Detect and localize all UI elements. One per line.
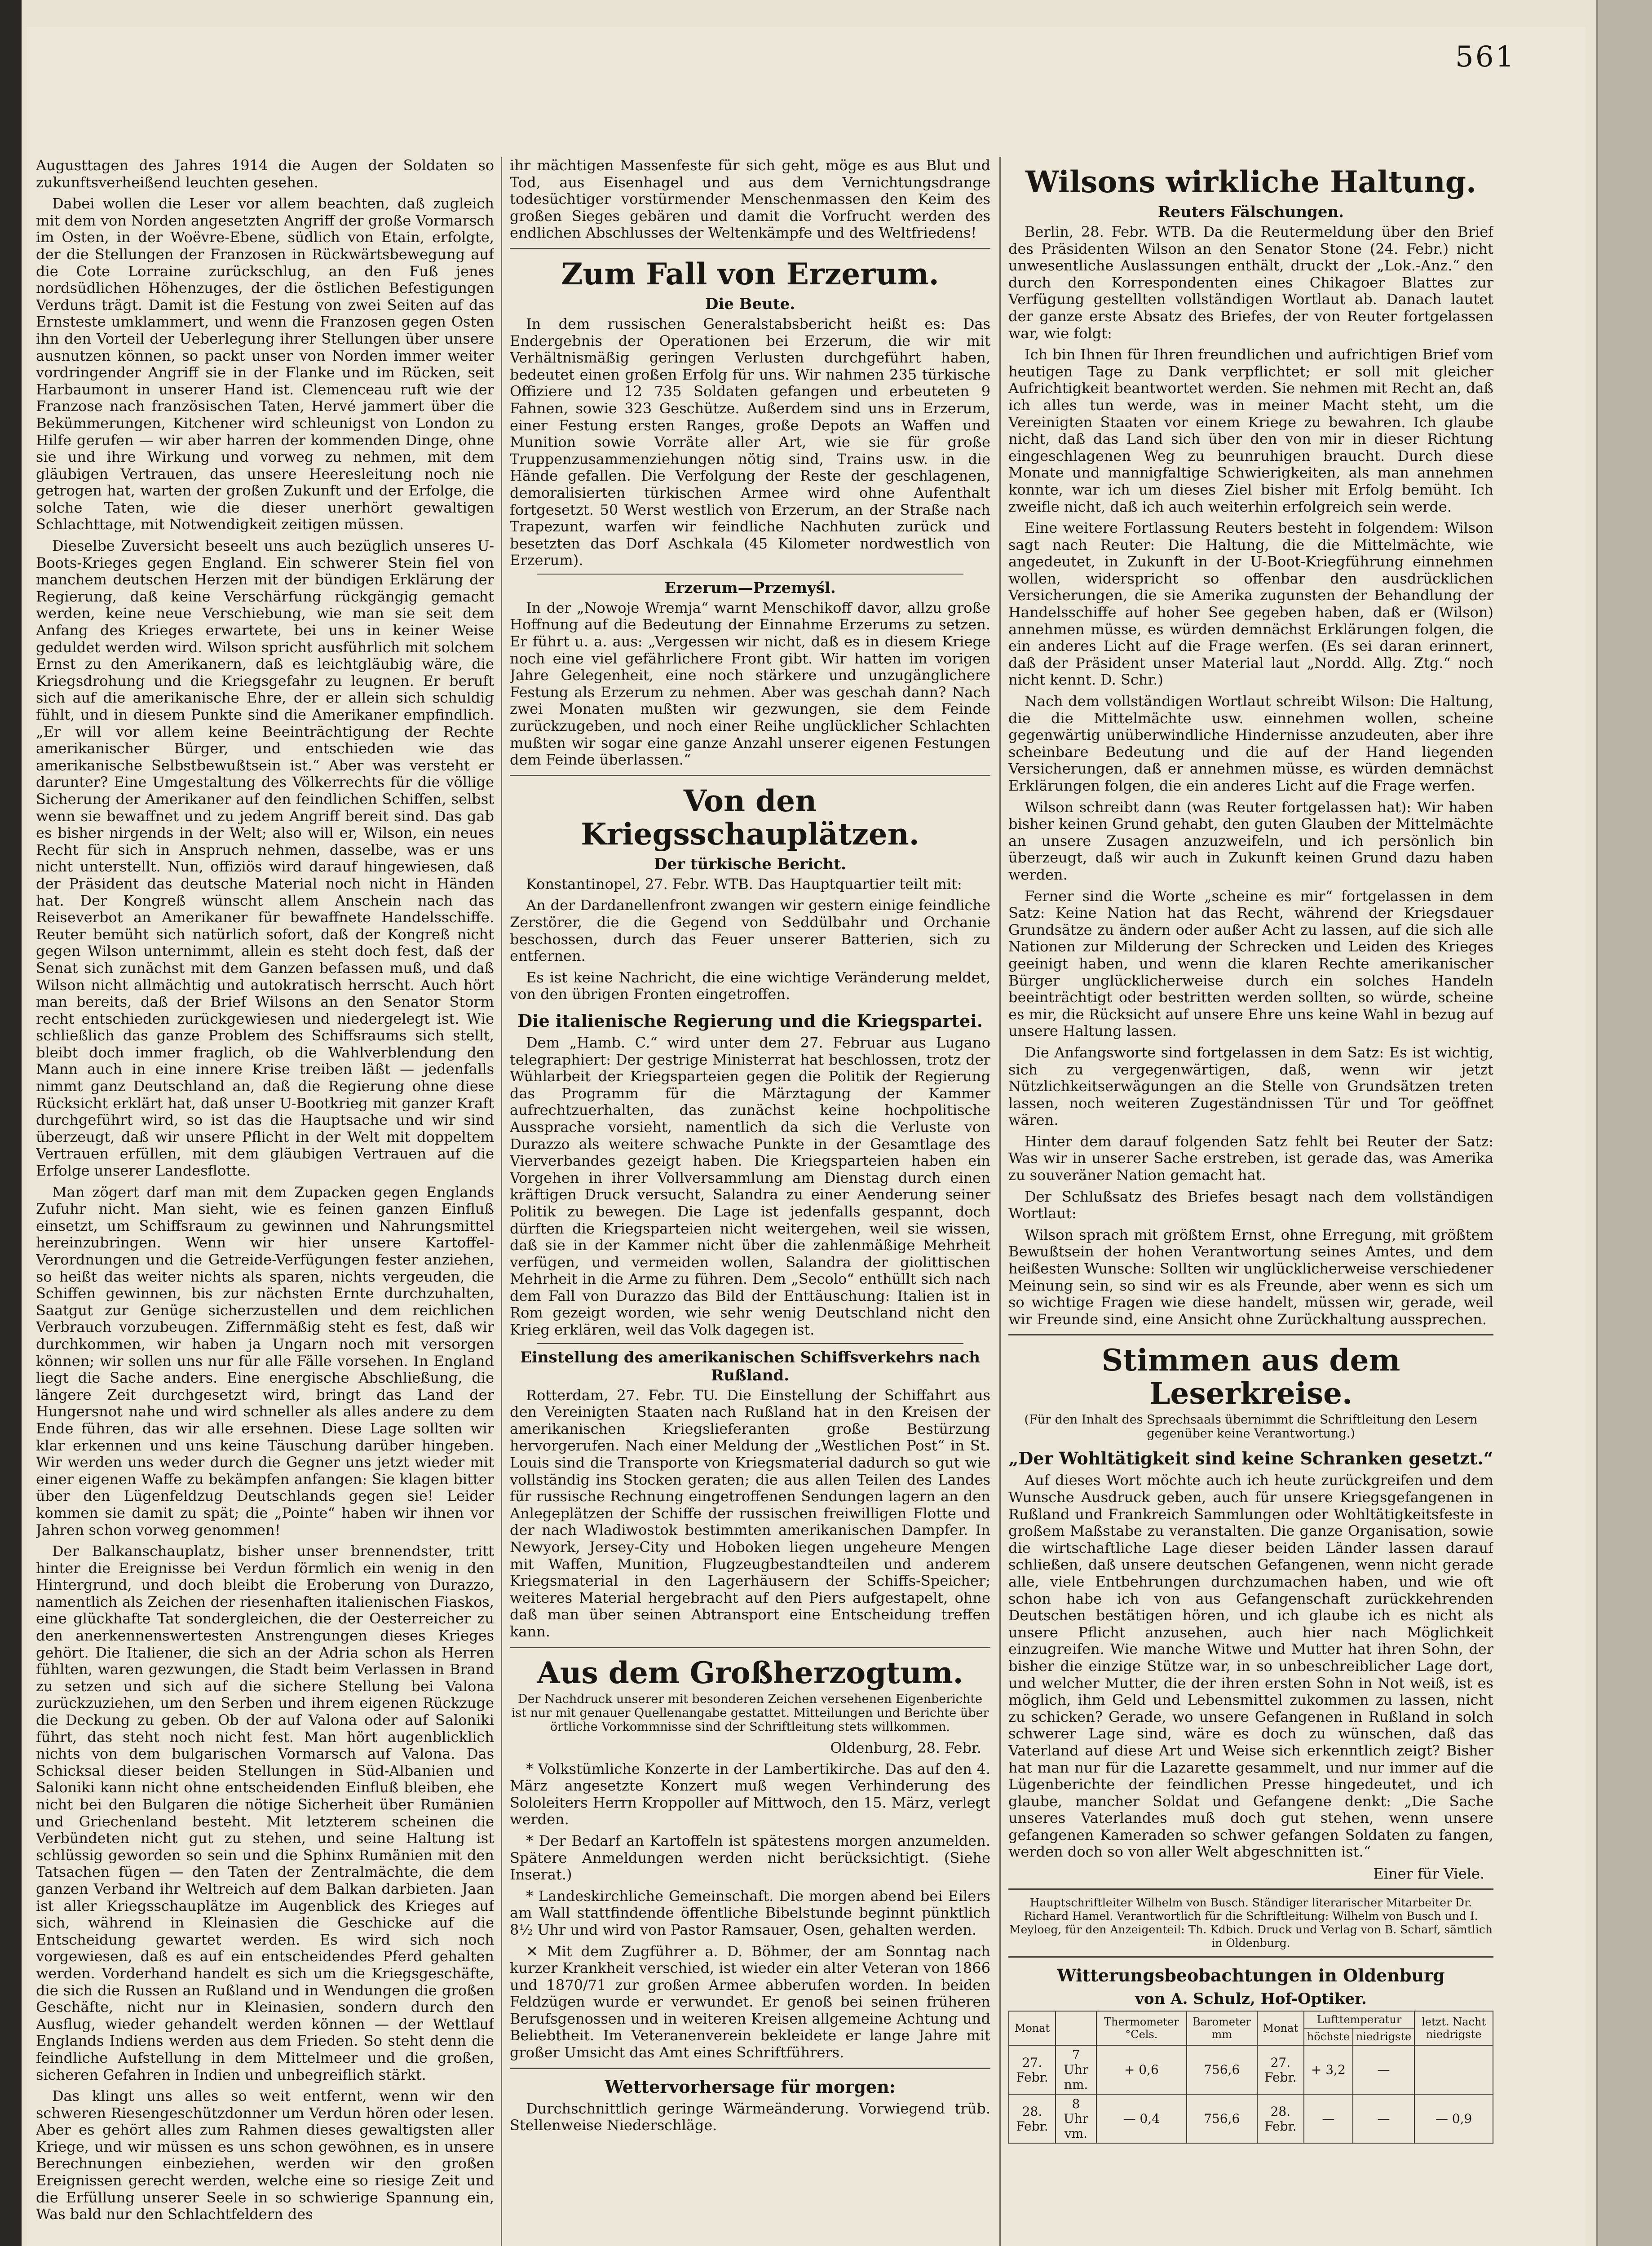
table-header — [1056, 2011, 1096, 2045]
divider — [1008, 1888, 1493, 1890]
table-cell: — 0,4 — [1096, 2094, 1186, 2143]
table-header: Monat — [1009, 2011, 1056, 2045]
paragraph: Augusttagen des Jahres 1914 die Augen der Soldaten so zukunftsverheißend leuchten gesehen. — [36, 157, 494, 191]
column-rule — [999, 157, 1001, 2246]
table-cell: + 3,2 — [1304, 2045, 1353, 2094]
table-cell: 756,6 — [1187, 2045, 1257, 2094]
table-cell: 27. Febr. — [1009, 2045, 1056, 2094]
divider — [510, 1647, 990, 1648]
headline-grossherzogtum: Aus dem Großherzogtum. — [537, 1655, 963, 1690]
table-header: Monat — [1257, 2011, 1304, 2045]
divider — [1008, 1956, 1493, 1958]
table-cell: 8 Uhr vm. — [1056, 2094, 1096, 2143]
paragraph: * Volkstümliche Konzerte in der Lambertikirche. Das auf den 4. März angesetzte Konzert muß wegen Verhinderung des Sololeiters Herrn Kroppoller auf Mittwoch, den 15. März, verlegt werden. — [510, 1760, 990, 1828]
paragraph: Durchschnittlich geringe Wärmeänderung. Vorwiegend trüb. Stellenweise Niederschläge. — [510, 2100, 990, 2134]
table-header: letzt. Nacht niedrigste — [1414, 2011, 1493, 2045]
paragraph: Der Balkanschauplatz, bisher unser brennendster, tritt hinter die Ereignisse bei Verdun förmlich ein wenig in den Hintergrund, und doch bleibt die Eroberung von Durazzo, namentlich als Zeichen der riesenhaften italienischen Fiaskos, eine glückhafte Tat sondergleichen, die der Oesterreicher zu den anerkennenswertesten Anstrengungen dieses Krieges gehört. Die Italiener, die sich an der Adria schon als Herren fühlten, waren gezwungen, die Stadt beim Verlassen in Brand zu setzen und sich auf die sichere Stellung bei Valona zurückzuziehen, um den Serben und ihrem eigenen Rückzuge die Deckung zu geben. Ob der auf Valona oder auf Saloniki führt, das steht noch nicht fest. Man hört augenblicklich nichts von dem bulgarischen Vormarsch auf Valona. Das Schicksal dieser beiden Stellungen in Süd-Albanien und Saloniki kann nicht ohne entscheidenden Einfluß bleiben, ehe nicht bei den Bulgaren die nötige Sicherheit über Rumänien und Griechenland besteht. Mit letzterem scheinen die Verbündeten nicht gut zu stehen, und seine Haltung ist schlüssig geworden so sein und die Sphinx Rumänien mit den Tatsachen fügen — den Taten der Zentralmächte, die dem ganzen Verband ihr Weltreich auf dem Balkan darbieten. Jaan ist aller Kriegsschauplätze im Augenblick des Krieges auf sich, während in Kleinasien die Geschicke auf die Entscheidung gewartet werden. Es wird sich noch vorgewiesen, daß es auf ein entscheidendes Pferd gehalten werden. Vorderhand handelt es sich um die Kriegsgeschäfte, die sich die Russen an Rußland und in Wendungen die großen Geschäfte, nicht nur in Kleinasien, sondern durch den Ausflug, wieder gehandelt werden können — der Wettlauf Englands Indiens werden aus dem Frieden. So steht denn die feindliche Aufstellung in dem Mittelmeer und die großen, sicheren Gefahren in Indien und unbegreiflich stärkt. — [36, 1543, 494, 2083]
divider — [1008, 1334, 1493, 1335]
subheading: Die Beute. — [705, 295, 795, 313]
imprint: Hauptschriftleiter Wilhelm von Busch. Ständiger literarischer Mitarbeiter Dr. Richard Hamel. Verantwortlich für die Schriftleitung: Wilhelm von Busch und I. Meyloeg, für den Anzeigenteil: Th. Kdbich. Druck und Verlag von B. Scharf, sämtlich in Oldenburg. — [1009, 1896, 1493, 1950]
subheading: Einstellung des amerikanischen Schiffsverkehrs nach Rußland. — [520, 1348, 980, 1384]
paragraph: ✕ Mit dem Zugführer a. D. Böhmer, der am Sonntag nach kurzer Krankheit verschied, ist wieder ein alter Veteran von 1866 und 1870/71 zur großen Armee abberufen worden. In beiden Feldzügen wurde er verwundet. Er genoß bei seinen früheren Berufsgenossen und in weiteren Kreisen allgemeine Achtung und Beliebtheit. Im Veteranenverein bekleidete er lange Jahre mit großer Umsicht das Amt eines Schriftführers. — [510, 1942, 990, 2061]
column-2 — [510, 157, 990, 2246]
table-cell: — — [1353, 2094, 1414, 2143]
page-number: 561 — [1455, 40, 1516, 74]
headline-italien: Die italienische Regierung und die Kriegspartei. — [517, 1010, 983, 1031]
paragraph: Berlin, 28. Febr. WTB. Da die Reutermeldung über den Brief des Präsidenten Wilson an den Senator Stone (24. Febr.) nicht unwesentliche Auslassungen enthält, druckt der „Lok.-Anz.“ den durch den Korrespondenten eines Chikagoer Blattes zur Verfügung gestellten vollständigen Wortlaut ab. Danach lautet der ganze erste Absatz des Briefes, der von Reuter fortgelassen war, wie folgt: — [1008, 223, 1493, 342]
column-1 — [36, 157, 494, 2246]
table-cell: — 0,9 — [1414, 2094, 1493, 2143]
scan-right-edge — [1596, 0, 1652, 2246]
paragraph: Hinter dem darauf folgenden Satz fehlt bei Reuter der Satz: Was wir in unserer Sache erstreben, ist gerade das, was Amerika zu souveräner Nation gemacht hat. — [1008, 1132, 1493, 1184]
paragraph: Die Anfangsworte sind fortgelassen in dem Satz: Es ist wichtig, sich zu vergegenwärtigen, daß, wenn wir jetzt Nützlichkeitserwägungen an die Stelle von Grundsätzen treten lassen, noch weiteren Zugeständnissen Tür und Tor geöffnet wären. — [1008, 1043, 1493, 1129]
paragraph: Dem „Hamb. C.“ wird unter dem 27. Februar aus Lugano telegraphiert: Der gestrige Ministerrat hat beschlossen, trotz der Wühlarbeit der Kriegsparteien gegen die Politik der Regierung das Programm für die Märztagung der Kammer aufrechtzuerhalten, das zunächst keine hochpolitische Aussprache vorsieht, namentlich da sich die Verluste von Durazzo als weitere schwache Punkte in der Gesamtlage des Vierverbandes gezeigt haben. Die Kriegsparteien haben ein Vorgehen in ihrer Vollversammlung am Dienstag durch einen kräftigen Druck versucht, Salandra zu einer Aenderung seiner Politik zu bewegen. Die Lage ist jedenfalls gespannt, doch dürften die Kriegsparteien nicht weitergehen, weil sie wissen, daß sie in der Kammer nicht über die zahlenmäßige Mehrheit verfügen, und vermeiden wollen, Salandra der giolittischen Mehrheit in die Arme zu führen. Dem „Secolo“ enthüllt sich nach dem Fall von Durazzo das Bild der Enttäuschung: Italien ist in Rom gezeigt worden, wie sehr wenig Deutschland nicht den Krieg erklären, weil das Volk dagegen ist. — [510, 1034, 990, 1339]
table-cell: 7 Uhr nm. — [1056, 2045, 1096, 2094]
divider — [510, 248, 990, 249]
paragraph: * Der Bedarf an Kartoffeln ist spätestens morgen anzumelden. Spätere Anmeldungen werden nicht berücksichtigt. (Siehe Inserat.) — [510, 1832, 990, 1883]
headline-erzerum: Zum Fall von Erzerum. — [561, 256, 939, 292]
paragraph: In dem russischen Generalstabsbericht heißt es: Das Endergebnis der Operationen bei Erzerum, die wir mit Verhältnismäßig geringen Verlusten durchgeführt haben, bedeutet einen großen Erfolg für uns. Wir nahmen 235 türkische Offiziere und 12 735 Soldaten gefangen und erbeuteten 9 Fahnen, sowie 323 Geschütze. Außerdem sind uns in Erzerum, einer Festung ersten Ranges, große Depots an Waffen und Munition sowie Vorräte aller Art, wie sie für große Truppenzusammenziehungen nötig sind, Trains usw. in die Hände gefallen. Die Verfolgung der Reste der geschlagenen, demoralisierten türkischen Armee wird ohne Aufenthalt fortgesetzt. 50 Werst westlich von Erzerum, an der Straße nach Trapezunt, warfen wir feindliche Nachhuten zurück und besetzten das Dorf Aschkala (45 Kilometer nordwestlich von Erzerum). — [510, 315, 990, 569]
table-header: Barometer mm — [1187, 2011, 1257, 2045]
dateline: Oldenburg, 28. Febr. — [830, 1739, 981, 1756]
divider — [537, 1343, 963, 1344]
table-header: Thermometer °Cels. — [1096, 2011, 1186, 2045]
table-cell: 28. Febr. — [1257, 2094, 1304, 2143]
paragraph: Das klingt uns alles so weit entfernt, wenn wir den schweren Riesengeschützdonner um Verdun hören oder lesen. Aber es gehört alles zum Rahmen dieses gewaltigsten aller Kriege, und wir müssen es uns schon gewöhnen, es in unsere Berechnungen einbeziehen, werden wir den großen Ereignissen gerecht werden, welche eine so riesige Zeit und die Erfüllung unserer Seele in so schwierige Spannung ein, Was bald nur den Schlachtfeldern des — [36, 2087, 494, 2223]
table-cell — [1414, 2045, 1493, 2094]
paragraph: Es ist keine Nachricht, die eine wichtige Veränderung meldet, von den übrigen Fronten eingetroffen. — [510, 968, 990, 1003]
paragraph: Eine weitere Fortlassung Reuters besteht in folgendem: Wilson sagt nach Reuter: Die Haltung, die die Mittelmächte, wie angedeutet, in Zukunft in der U-Boot-Kriegführung einnehmen wollen, widerspricht so offenbar den ausdrücklichen Versicherungen, die sie Amerika zugunsten der Behandlung der Handelsschiffe auf hoher See gegeben haben, daß er (Wilson) annehmen müsse, es würden demnächst Erklärungen folgen, die ein anderes Licht auf die Frage werfen. (Es sei daran erinnert, daß der Präsident unser Material laut „Nordd. Allg. Ztg.“ noch nicht kennt. D. Schr.) — [1008, 519, 1493, 689]
divider — [510, 775, 990, 776]
paragraph: Dabei wollen die Leser vor allem beachten, daß zugleich mit dem von Norden angesetzten Angriff der große Vormarsch im Osten, in der Woëvre-Ebene, südlich von Etain, erfolgte, der die Stellungen der Franzosen in Rückwärtsbewegung auf die Cote Lorraine zurückschlug, an den Fuß jenes nordsüdlichen Höhenzuges, der die östlichen Befestigungen Verduns trägt. Damit ist die Festung von zwei Seiten auf das Ernsteste umklammert, und wenn die Franzosen gegen Osten ihn den Vorteil der Ueberlegung ihrer Stellungen über unsere ausnutzen können, so packt unser von Norden immer weiter vordringender Angriff sie in der Flanke und im Rücken, seit Harbaumont in unserer Hand ist. Clemenceau ruft wie der Franzose nach französischen Taten, Hervé jammert über die Bekümmerungen, Kitchener wird schleunigst von London zu Hilfe gerufen — wir aber harren der kommenden Dinge, ohne sie und ihre Wirkung und vorweg zu nehmen, mit dem gläubigen Vertrauen, das unsere Heeresleitung noch nie getrogen hat, warten der großen Zukunft und der Erfolge, die solche Taten, wie die dieser unerhört gewaltigen Schlachttage, mit Notwendigkeit zeitigen müssen. — [36, 195, 494, 533]
paragraph: In der „Nowoje Wremja“ warnt Menschikoff davor, allzu große Hoffnung auf die Bedeutung der Einnahme Erzerums zu setzen. Er führt u. a. aus: „Vergessen wir nicht, daß es in diesem Kriege noch eine viel gefährlichere Front gibt. Wir hatten im vorigen Jahre Gelegenheit, eine noch stärkere und unzugänglichere Festung als Erzerum zu nehmen. Aber was geschah dann? Nach zwei Monaten mußten wir gezwungen, sie dem Feinde zurückzugeben, und noch einer Reihe unglücklicher Schlachten mußten wir sogar eine ganze Anzahl unserer eigenen Festungen dem Feinde überlassen.“ — [510, 599, 990, 769]
paragraph: Der Schlußsatz des Briefes besagt nach dem vollständigen Wortlaut: — [1008, 1188, 1493, 1222]
table-cell: 27. Febr. — [1257, 2045, 1304, 2094]
table-cell: — — [1353, 2045, 1414, 2094]
headline-leserkreise: Stimmen aus dem Leserkreise. — [1101, 1343, 1400, 1411]
paragraph: Konstantinopel, 27. Febr. WTB. Das Hauptquartier teilt mit: — [526, 875, 962, 893]
subheading: von A. Schulz, Hof-Optiker. — [1135, 1990, 1367, 2008]
paragraph: Wilson schreibt dann (was Reuter fortgelassen hat): Wir haben bisher keinen Grund gehabt, den guten Glauben der Mittelmächte an unsere Zusagen anzuzweifeln, und ich persönlich bin überzeugt, daß wir auch in Zukunft keinen Grund dazu haben werden. — [1008, 798, 1493, 883]
subheading: „Der Wohltätigkeit sind keine Schranken gesetzt.“ — [1008, 1448, 1493, 1469]
paragraph: An der Dardanellenfront zwangen wir gestern einige feindliche Zerstörer, die die Gegend von Seddülbahr und Orchanie beschossen, durch das Feuer unserer Batterien, sich zu entfernen. — [510, 897, 990, 965]
column-3 — [1008, 157, 1493, 2246]
paragraph: Nach dem vollständigen Wortlaut schreibt Wilson: Die Haltung, die die Mittelmächte usw. einnehmen wollen, scheine gegenwärtig unüberwindliche Hindernisse anzudeuten, aber ihre scheinbare Bedeutung und die auf der Hand liegenden Versicherungen, daß er annehmen müsse, es würden demnächst Erklärungen folgen, die ein anderes Licht auf die Frage werfen. — [1008, 693, 1493, 794]
headline-kriegsschauplaetze: Von den Kriegsschauplätzen. — [581, 783, 919, 852]
table-header: Lufttemperatur — [1304, 2011, 1414, 2028]
divider — [510, 2068, 990, 2069]
table-row — [1009, 2045, 1493, 2094]
paragraph: Dieselbe Zuversicht beseelt uns auch bezüglich unseres U-Boots-Krieges gegen England. Ein schwerer Stein fiel von manchem deutschen Herzen mit der bündigen Erklärung der Regierung, daß keine Verschärfung rückgängig gemacht werden, keine neue Verschiebung, wie man sie seit dem Anfang des Krieges erwartete, bei uns in keiner Weise geduldet werden wird. Wilson spricht ausführlich mit solchem Ernst zu den Amerikanern, daß es leichtgläubig wäre, die Kriegsdrohung und die Kriegsgefahr zu leugnen. Er beruft sich auf die amerikanische Ehre, der er allein sich schuldig fühlt, und in diesem Punkte sind die Amerikaner empfindlich. „Er will vor allem keine Beeinträchtigung der Rechte amerikanischer Bürger, und entschieden wie das amerikanische Selbstbewußtsein ist.“ Aber was versteht er darunter? Eine Umgestaltung des Völkerrechts für die völlige Sicherung der Amerikaner auf den feindlichen Schiffen, selbst wenn sie bewaffnet und zu jedem Angriff bereit sind. Das gab es bisher nirgends in der Welt; also will er, Wilson, ein neues Recht für sich in Anspruch nehmen, dasselbe, was er uns nicht unterstellt. Nun, offiziös wird darauf hingewiesen, daß der Präsident das deutsche Material noch nicht in Händen hat. Der Kongreß wünscht allem Anschein nach das Reiseverbot an Amerikaner für bewaffnete Handelsschiffe. Reuter bemüht sich natürlich sofort, daß der Kongreß nicht gegen Wilson unternimmt, allein es steht doch fest, daß der Senat sich zunächst mit dem Ganzen befassen muß, und daß Wilson nicht allmächtig und autokratisch herrscht. Auch hört man bereits, daß der Brief Wilsons an den Senator Storm recht entschieden zurückgewiesen und niedergelegt ist. Wie schließlich das ganze Problem des Schiffsraums sich stellt, bleibt doch immer fraglich, ob die Wahlverblendung den Mann auch in eine innere Krise treiben läßt — jedenfalls nimmt ganz Deutschland an, daß die Regierung ohne diese Rücksicht erklärt hat, daß unser U-Bootkrieg mit ganzer Kraft durchgeführt wird, so ist das die Hauptsache und wir sind überzeugt, daß wir unsere Pflicht in der Welt mit doppeltem Vertrauen erfüllen, mit dem gläubigen Vertrauen auf die Erfolge unserer Landesflotte. — [36, 537, 494, 1180]
table-cell: — — [1304, 2094, 1353, 2143]
paragraph: Ferner sind die Worte „scheine es mir“ fortgelassen in dem Satz: Keine Nation hat das Recht, während der Kriegsdauer Grundsätze zu ändern oder außer Acht zu lassen, auf die sich alle Nationen zur Milderung der Schrecken und Leiden des Krieges geeinigt haben, und wenn die klaren Rechte amerikanischer Bürger unglücklicherweise durch ein solches Handeln beeinträchtigt oder bestritten werden sollten, so würde, scheine es mir, die Rücksicht auf unsere Ehre uns keine Wahl in bezug auf unsere Haltung lassen. — [1008, 887, 1493, 1040]
paragraph: Man zögert darf man mit dem Zupacken gegen Englands Zufuhr nicht. Man sieht, wie es feinen ganzen Einfluß einsetzt, um Schiffsraum zu gewinnen und Nahrungsmittel hereinzubringen. Wenn wir hier unsere Kartoffel-Verordnungen und die Getreide-Verfügungen fester anziehen, so heißt das weiter nichts als sparen, nichts vergeuden, die Schiffen gewinnen, bis zur nächsten Ernte durchzuhalten, Saatgut zur Genüge sicherzustellen und dem reichlichen Verbrauch vorzubeugen. Ziffernmäßig steht es fest, daß wir durchkommen, wir haben ja Ungarn noch mit versorgen können; wir sollen uns nur für alle Fälle vorsehen. In England liegt die Sache anders. Eine energische Abschließung, die längere Zeit durchgesetzt wird, bringt das Land der Hungersnot nahe und wird schneller als alles andere zu dem Ende führen, das wir alle ersehnen. Diese Lage sollten wir klar erkennen und uns keine Täuschung darüber hingeben. Wir werden uns weder durch die Gegner uns jetzt wieder mit einer eigenen Waffe zu bekämpfen anfangen: Sie klagen bitter über den Lügenfeldzug Deutschlands gegen sie! Leider kommen sie damit zu spät; die „Pointe“ haben wir ihnen vor Jahren schon vorweg genommen! — [36, 1183, 494, 1539]
signature-line: Einer für Viele. — [1373, 1865, 1484, 1883]
divider — [537, 574, 963, 575]
disclaimer-note: (Für den Inhalt des Sprechsaals übernimmt die Schriftleitung den Lesern gegenüber keine Verantwortung.) — [1024, 1413, 1478, 1441]
paragraph: Wilson sprach mit größtem Ernst, ohne Erregung, mit größtem Bewußtsein der hohen Verantwortung seines Amtes, und dem heißesten Wunsche: Sollten wir unglücklicherweise verschiedener Meinung sein, so sind wir es als Freunde, aber wenn es sich um so wichtige Fragen wie diese handelt, müssen wir, gerade, weil wir Freunde sind, eine Ansicht ohne Zurückhaltung aussprechen. — [1008, 1226, 1493, 1328]
reprint-note: Der Nachdruck unserer mit besonderen Zeichen versehenen Eigenberichte ist nur mit genauer Quellenangabe gestattet. Mitteilungen und Berichte über örtliche Vorkommnisse sind der Schriftleitung stets willkommen. — [511, 1692, 989, 1734]
subheading: Der türkische Bericht. — [654, 855, 846, 873]
headline-wetter: Wettervorhersage für morgen: — [605, 2076, 896, 2097]
table-cell: 28. Febr. — [1009, 2094, 1056, 2143]
paragraph: Ich bin Ihnen für Ihren freundlichen und aufrichtigen Brief vom heutigen Tage zu Dank verpflichtet; er soll mit gleicher Aufrichtigkeit beantwortet werden. Sie nehmen mit Recht an, daß ich alles tun werde, was in meiner Macht steht, um die Vereinigten Staaten vor einem Kriege zu bewahren. Ich glaube nicht, daß das Land sich über den von mir in dieser Richtung eingeschlagenen Weg zu beunruhigen braucht. Durch diese Monate und mannigfaltige Schwierigkeiten, als man annehmen konnte, war ich um dieses Ziel bisher mit Erfolg bemüht. Ich zweifle nicht, daß ich auch weiterhin erfolgreich sein werde. — [1008, 346, 1493, 515]
paragraph: * Landeskirchliche Gemeinschaft. Die morgen abend bei Eilers am Wall stattfindende öffentliche Bibelstunde beginnt pünktlich 8½ Uhr und wird von Pastor Ramsauer, Osen, gehalten werden. — [510, 1887, 990, 1938]
table-cell: 756,6 — [1187, 2094, 1257, 2143]
table-cell: + 0,6 — [1096, 2045, 1186, 2094]
paragraph: ihr mächtigen Massenfeste für sich geht, möge es aus Blut und Tod, aus Eisenhagel und aus dem Vernichtungsdrange todesüchtiger vorstürmender Menschenmassen den Keim des großen Sieges gebären und damit die Vorfrucht werden des endlichen Abschlusses der Weltenkämpfe und des Weltfriedens! — [510, 157, 990, 242]
subheading: Erzerum—Przemyśl. — [664, 579, 836, 597]
subheading: Reuters Fälschungen. — [1157, 203, 1344, 221]
scan-left-edge — [0, 0, 22, 2246]
table-header: höchste — [1304, 2028, 1353, 2045]
column-rule — [501, 157, 502, 2246]
headline-witterung: Witterungsbeobachtungen in Oldenburg — [1057, 1965, 1445, 1986]
table-header: niedrigste — [1353, 2028, 1414, 2045]
headline-wilson: Wilsons wirkliche Haltung. — [1025, 164, 1476, 199]
paragraph: Rotterdam, 27. Febr. TU. Die Einstellung der Schiffahrt aus den Vereinigten Staaten nach Rußland hat in den Kreisen der amerikanischen Kriegslieferanten große Bestürzung hervorgerufen. Nach einer Meldung der „Westlichen Post“ in St. Louis sind die Transporte von Kriegsmaterial dadurch so gut wie vollständig ins Stocken geraten; die aus allen Teilen des Landes für russische Rechnung eingetroffenen Sendungen lagern an den Anlegeplätzen der Schiffe der russischen freiwilligen Flotte und der nach Wladiwostok bestimmten amerikanischen Dampfer. In Newyork, Jersey-City und Hoboken liegen ungeheure Mengen mit Waffen, Munition, Flugzeugbestandteilen und anderem Kriegsmaterial in den Lagerhäusern der Schiffs-Speicher; weiteres Material hergebracht auf den Piers aufgestapelt, ohne daß man über seinen Abtransport eine Entscheidung treffen kann. — [510, 1386, 990, 1640]
paragraph: Auf dieses Wort möchte auch ich heute zurückgreifen und dem Wunsche Ausdruck geben, auch für unsere Kriegsgefangenen in Rußland und Frankreich Sammlungen oder Wohltätigkeitsfeste in großem Maßstabe zu veranstalten. Die ganze Organisation, sowie die wirtschaftliche Lage dieser beiden Länder lassen darauf schließen, daß unsere deutschen Gefangenen, wenn nicht gerade alle, viele Entbehrungen durchzumachen haben, und wie oft schon habe ich von aus Gefangenschaft zurückkehrenden Deutschen bestätigen hören, und ich glaube ich es nicht als unsere Pflicht anzusehen, auch hier nach Möglichkeit einzugreifen. Wie manche Witwe und Mutter hat ihren Sohn, der bisher die einzige Stütze war, in so unbeschreiblicher Lage dort, und welcher Mutter, die der ihren ersten Sohn in Not weiß, ist es möglich, ihm Geld und Lebensmittel zukommen zu lassen, nicht zu schicken? Gerade, wo unsere Gefangenen in Rußland in solch schwerer Lage sind, wäre es doch zu wünschen, daß das Vaterland auf diese Art und Weise sich erkenntlich zeigt? Bisher hat man nur für die Lazarette gesammelt, und nur immer auf die Lügenberichte der feindlichen Presse hingedeutet, und ich glaube, mancher Soldat und Gefangene denkt: „Die Sache unseres Vaterlandes muß doch gut stehen, wenn unsere gefangenen Kameraden so schwer gefangen Soldaten zu fangen, werden doch so von aller Welt abgeschnitten ist.“ — [1008, 1472, 1493, 1861]
table-row — [1009, 2094, 1493, 2143]
weather-table — [1008, 2011, 1493, 2144]
